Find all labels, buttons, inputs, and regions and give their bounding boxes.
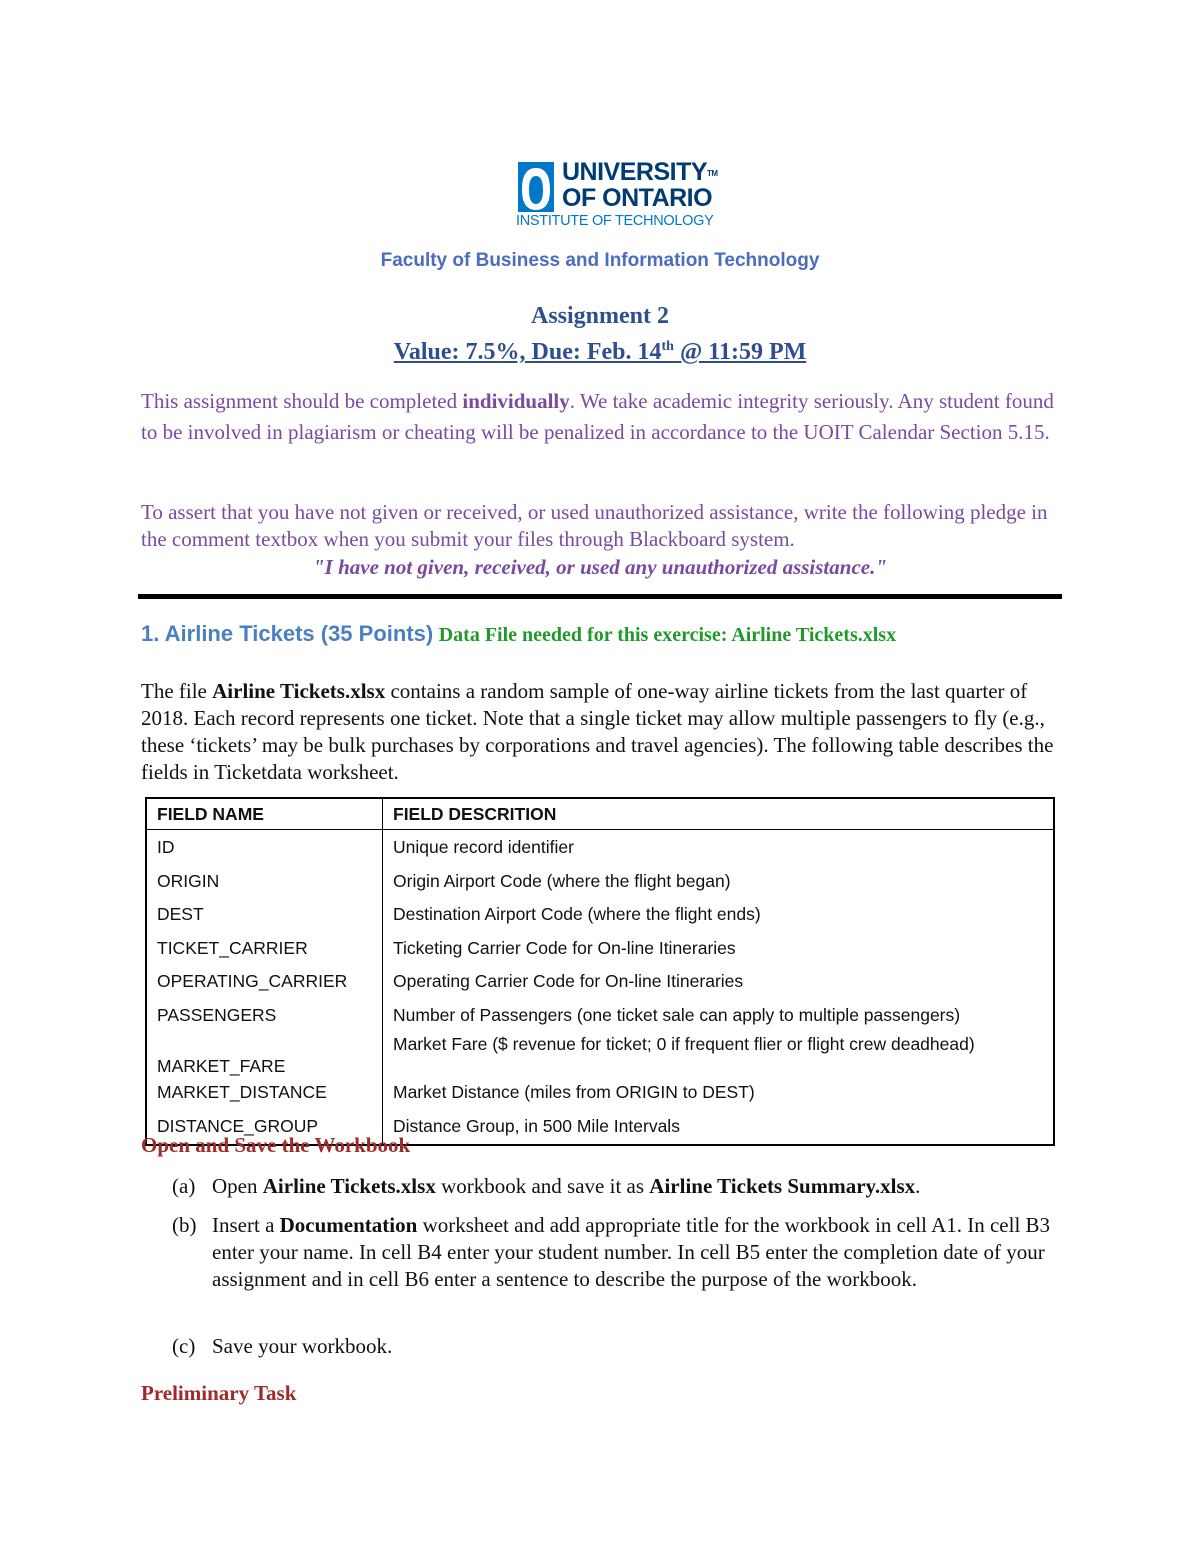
field-description-cell: Market Fare ($ revenue for ticket; 0 if frequent flier or flight crew deadhead) <box>393 1034 975 1054</box>
field-name-cell: OPERATING_CARRIER <box>146 966 383 1000</box>
assignment-title: Assignment 2 <box>530 303 669 329</box>
logo-text-university: UNIVERSITY™ <box>562 158 718 186</box>
field-name-cell: MARKET_FARE <box>146 1033 383 1077</box>
section-title: 1. Airline Tickets (35 Points) <box>141 621 434 646</box>
divider-rule <box>138 594 1062 599</box>
table-row <box>146 899 1054 933</box>
field-description-cell: Ticketing Carrier Code for On-line Itineraries <box>393 937 736 958</box>
field-name-cell: TICKET_CARRIER <box>146 933 383 967</box>
table-header-cell: FIELD DESCRITION <box>383 798 1055 830</box>
university-logo <box>516 158 716 232</box>
pledge-quote: "I have not given, received, or used any unauthorized assistance." <box>313 555 887 579</box>
table-row <box>146 1077 1054 1111</box>
table-row <box>146 866 1054 900</box>
field-description-cell: Unique record identifier <box>393 837 574 857</box>
logo-text-of-ontario: OF ONTARIO <box>562 184 713 212</box>
field-table <box>145 797 1055 1146</box>
table-header-cell: FIELD NAME <box>146 798 383 830</box>
open-save-heading: Open and Save the Workbook <box>141 1133 411 1157</box>
field-description-cell: Number of Passengers (one ticket sale can apply to multiple passengers) <box>393 1004 961 1025</box>
pledge-instruction: To assert that you have not given or received, or used unauthorized assistance, write the following pledge in the comment textbox when you submit your files through Blackboard system. <box>141 500 1048 551</box>
field-description-cell: Destination Airport Code (where the flight ends) <box>393 904 761 924</box>
table-row <box>146 830 1054 866</box>
table-row <box>146 1033 1054 1077</box>
table-row <box>146 966 1054 1000</box>
field-description-cell: Market Distance (miles from ORIGIN to DEST) <box>393 1082 755 1102</box>
value-due-line: Value: 7.5%, Due: Feb. 14th @ 11:59 PM <box>393 339 807 365</box>
faculty-name: Faculty of Business and Information Technology <box>380 250 820 271</box>
field-description-cell: Distance Group, in 500 Mile Intervals <box>393 1115 680 1136</box>
table-row <box>146 1000 1054 1034</box>
logo-text-institute: INSTITUTE OF TECHNOLOGY <box>516 213 714 229</box>
table-header-row <box>146 798 1054 830</box>
field-name-cell: MARKET_DISTANCE <box>146 1077 383 1111</box>
field-name-cell: PASSENGERS <box>146 1000 383 1034</box>
section-description: The file Airline Tickets.xlsx contains a random sample of one-way airline tickets from the last quarter of 2018. Each record represents one ticket. Note that a single ticket may allow multiple passengers to fly (e.g., these ‘tickets’ may be bulk purchases by corporations and travel agencies). The following table describes the fields in Ticketdata worksheet. <box>141 679 1054 784</box>
field-name-cell: ORIGIN <box>146 866 383 900</box>
data-file-note: Data File needed for this exercise: Airline Tickets.xlsx <box>438 624 897 646</box>
field-description-cell: Operating Carrier Code for On-line Itineraries <box>393 971 744 991</box>
preliminary-task-heading: Preliminary Task <box>141 1381 297 1405</box>
field-name-cell: DEST <box>146 899 383 933</box>
integrity-paragraph: This assignment should be completed individually. We take academic integrity seriously. Any student found to be involved in plagiarism or cheating will be penalized in accordance to the UOIT Calendar Section 5.15. <box>141 389 1054 444</box>
section-heading <box>141 621 896 647</box>
field-name-cell: DISTANCE_GROUP <box>146 1111 383 1146</box>
table-row <box>146 933 1054 967</box>
field-description-cell: Origin Airport Code (where the flight began) <box>393 870 731 891</box>
field-name-cell: ID <box>146 830 383 866</box>
